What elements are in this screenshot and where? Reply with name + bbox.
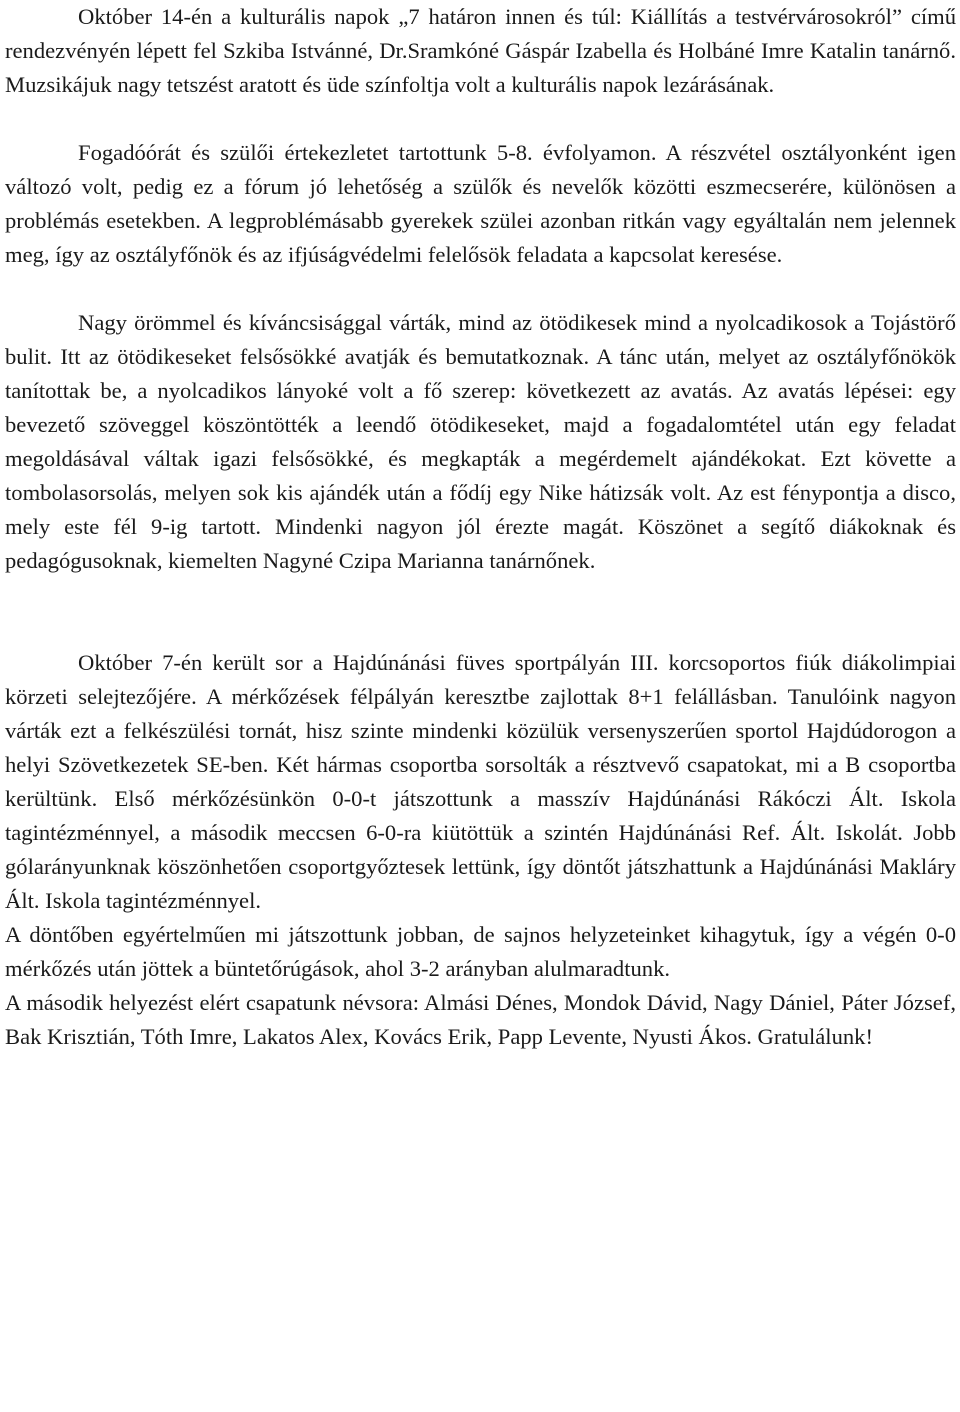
paragraph-spacer [5,102,956,136]
paragraph-parent-meetings: Fogadóórát és szülői értekezletet tartottunk 5-8. évfolyamon. A részvétel osztályonként igen változó volt, pedig ez a fórum jó lehetőség a szülők és nevelők közötti eszmecserére, különösen a problémás esetekben. A legproblémásabb gyerekek szülei azonban ritkán vagy egyáltalán nem jelennek meg, így az osztályfőnök és az ifjúságvédelmi felelősök feladata a kapcsolat keresése. [5,140,956,267]
paragraph-spacer [5,272,956,306]
paragraph-final-match: A döntőben egyértelműen mi játszottunk jobban, de sajnos helyzeteinket kihagytuk, így a végén 0-0 mérkőzés után jöttek a büntetőrúgások, ahol 3-2 arányban alulmaradtunk. [5,922,956,981]
paragraph-football-qualifier: Október 7-én került sor a Hajdúnánási füves sportpályán III. korcsoportos fiúk diákolimpiai körzeti selejtezőjére. A mérkőzések félpályán keresztbe zajlottak 8+1 felállásban. Tanulóink nagyon várták ezt a felkészülési tornát, hisz szinte mindenki közülük versenyszerűen sportol Hajdúdorogon a helyi Szövetkezetek SE-ben. Két hármas csoportba sorsolták a résztvevő csapatokat, mi a B csoportba kerültünk. Első mérkőzésünkön 0-0-t játszottunk a masszív Hajdúnánási Rákóczi Ált. Iskola tagintézménnyel, a második meccsen 6-0-ra kiütöttük a szintén Hajdúnánási Ref. Ált. Iskolát. Jobb gólarányunknak köszönhetően csoportgyőztesek lettünk, így döntőt játszhattunk a Hajdúnánási Makláry Ált. Iskola tagintézménnyel. [5,650,956,913]
paragraph-cultural-days: Október 14-én a kulturális napok „7 határon innen és túl: Kiállítás a testvérvárosokról” című rendezvényén lépett fel Szkiba Istvánné, Dr.Sramkóné Gáspár Izabella és Holbáné Imre Katalin tanárnő. Muzsikájuk nagy tetszést aratott és üde színfoltja volt a kulturális napok lezárásának. [5,4,956,97]
paragraph-egg-breaker-party: Nagy örömmel és kíváncsisággal várták, mind az ötödikesek mind a nyolcadikosok a Tojástörő bulit. Itt az ötödikeseket felsősökké avatják és bemutatkoznak. A tánc után, melyet az osztályfőnökök tanítottak be, a nyolcadikos lányoké volt a fő szerep: következett az avatás. Az avatás lépései: egy bevezető szöveggel köszöntötték a leendő ötödikeseket, majd a fogadalomtétel után egy feladat megoldásával váltak igazi felsősökké, és megkapták a megérdemelt ajándékokat. Ezt követte a tombolasorsolás, melyen sok kis ajándék után a fődíj egy Nike hátizsák volt. Az est fénypontja a disco, mely este fél 9-ig tartott. Mindenki nagyon jól érezte magát. Köszönet a segítő diákoknak és pedagógusoknak, kiemelten Nagyné Czipa Marianna tanárnőnek. [5,310,956,573]
paragraph-spacer [5,578,956,646]
paragraph-team-roster: A második helyezést elért csapatunk névsora: Almási Dénes, Mondok Dávid, Nagy Dániel, Páter József, Bak Krisztián, Tóth Imre, Lakatos Alex, Kovács Erik, Papp Levente, Nyusti Ákos. Gratulálunk! [5,990,956,1049]
